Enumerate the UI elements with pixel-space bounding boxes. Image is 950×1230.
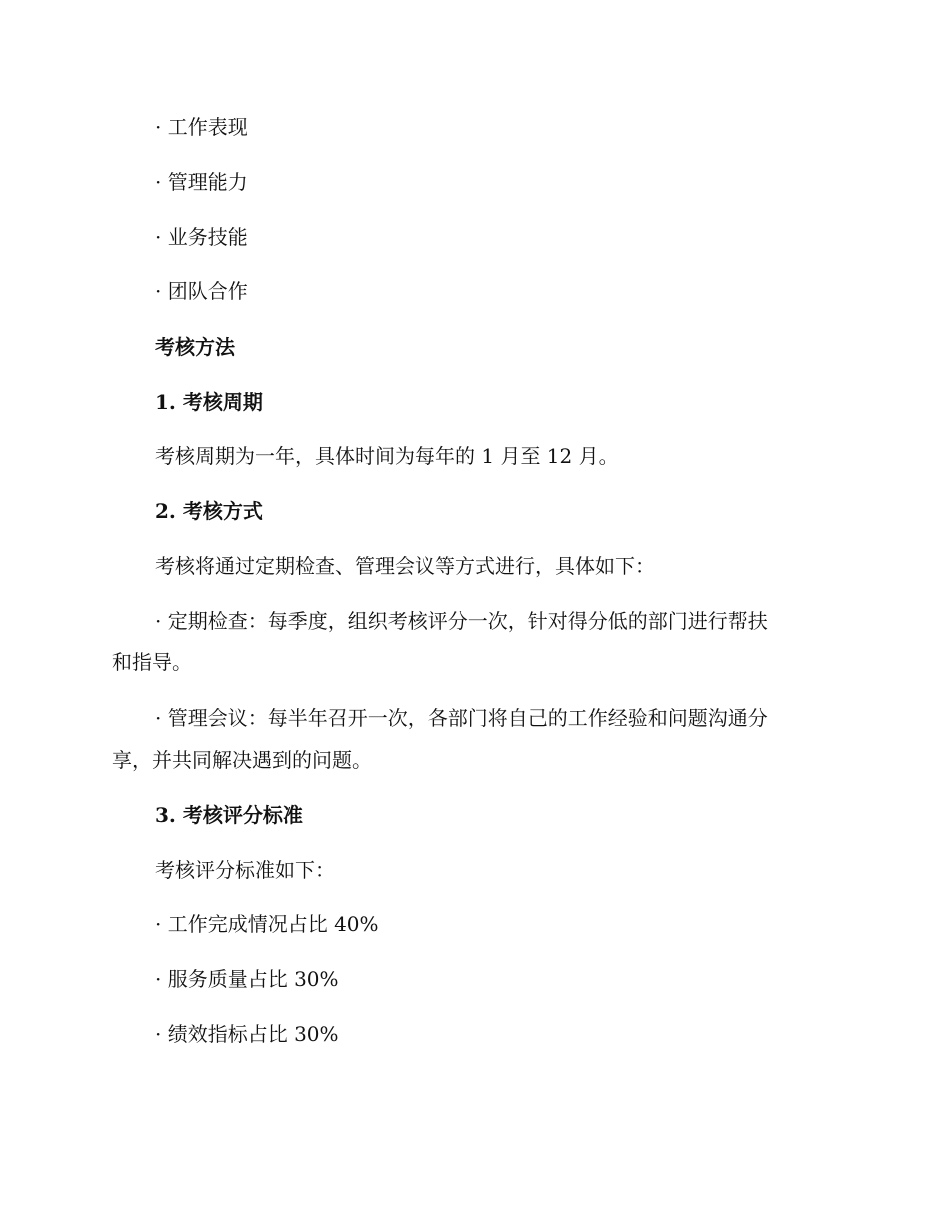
score-item-service-quality: · 服务质量占比 30% [155, 967, 339, 991]
section-2-heading: 2. 考核方式 [155, 499, 263, 523]
section-1-body: 考核周期为一年，具体时间为每年的 1 月至 12 月。 [155, 444, 619, 468]
method-heading: 考核方法 [155, 335, 235, 359]
section-2-item-2-line-2: 享，并共同解决遇到的问题。 [112, 748, 372, 772]
section-2-intro: 考核将通过定期检查、管理会议等方式进行，具体如下： [155, 554, 655, 578]
criteria-item-work-performance: · 工作表现 [155, 115, 248, 139]
section-3-intro: 考核评分标准如下： [155, 858, 335, 882]
section-1-heading: 1. 考核周期 [155, 390, 263, 414]
section-2-item-1-line-1: · 定期检查：每季度，组织考核评分一次，针对得分低的部门进行帮扶 [155, 609, 768, 633]
criteria-item-business-skills: · 业务技能 [155, 225, 248, 249]
score-item-performance-indicators: · 绩效指标占比 30% [155, 1022, 339, 1046]
score-item-work-completion: · 工作完成情况占比 40% [155, 912, 379, 936]
section-2-item-2-line-1: · 管理会议：每半年召开一次，各部门将自己的工作经验和问题沟通分 [155, 706, 768, 730]
criteria-item-management-ability: · 管理能力 [155, 170, 248, 194]
section-2-item-1-line-2: 和指导。 [112, 650, 192, 674]
criteria-item-teamwork: · 团队合作 [155, 279, 248, 303]
section-3-heading: 3. 考核评分标准 [155, 803, 303, 827]
